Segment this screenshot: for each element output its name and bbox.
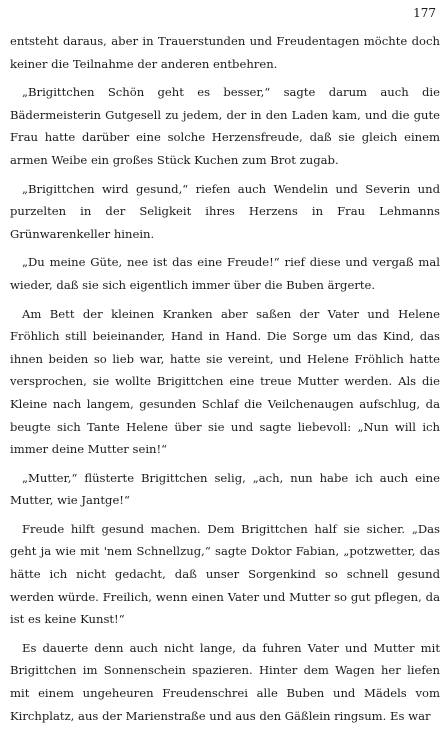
paragraph: Am Bett der kleinen Kranken aber saßen der Vater und Helene Fröhlich still beieinander, Hand in Hand. Die Sorge um das Kind, das ihnen beiden so lieb war, hatte sie vereint, und Helene Fröhlich hatte versprochen, sie wollte Brigittchen eine treue Mutter werden. Als die Kleine nach langem, gesunden Schlaf die Veilchenaugen aufschlug, da beugte sich Tante Helene über sie und sagte liebevoll: „Nun will ich immer deine Mutter sein!“ (10, 306, 440, 457)
paragraph: „Brigittchen wird gesund,“ riefen auch Wendelin und Severin und purzelten in der Seligkeit ihres Herzens in Frau Lehmanns Grünwarenkeller hinein. (10, 181, 440, 241)
paragraph: „Du meine Güte, nee ist das eine Freude!“ rief diese und vergaß mal wieder, daß sie sich eigentlich immer über die Buben ärgerte. (10, 255, 440, 292)
paragraph: entsteht daraus, aber in Trauerstunden und Freudentagen möchte doch keiner die Teilnahme der anderen entbehren. (10, 34, 440, 71)
paragraph: Freude hilft gesund machen. Dem Brigittchen half sie sicher. „Das geht ja wie mit 'nem Schnellzug,“ sagte Doktor Fabian, „potzwetter, das hätte ich nicht gedacht, daß unser Sorgenkind so schnell gesund werden würde. Freilich, wenn einen Vater und Mutter so gut pflegen, da ist es keine Kunst!“ (10, 521, 440, 627)
paragraph: „Brigittchen Schön geht es besser,“ sagte darum auch die Bädermeisterin Gutgesell zu jedem, der in den Laden kam, und die gute Frau hatte darüber eine solche Herzensfreude, daß sie gleich einem armen Weibe ein großes Stück Kuchen zum Brot zugab. (10, 85, 440, 167)
page-body (10, 30, 440, 733)
page-number: 177 (413, 6, 436, 20)
paragraph: Es dauerte denn auch nicht lange, da fuhren Vater und Mutter mit Brigittchen im Sonnenschein spazieren. Hinter dem Wagen her liefen mit einem ungeheuren Freudenschrei alle Buben und Mädels vom Kirchplatz, aus der Marienstraße und aus den Gäßlein ringsum. Es war (10, 640, 440, 723)
paragraph: „Mutter,“ flüsterte Brigittchen selig, „ach, nun habe ich auch eine Mutter, wie Jantge!“ (10, 470, 440, 508)
